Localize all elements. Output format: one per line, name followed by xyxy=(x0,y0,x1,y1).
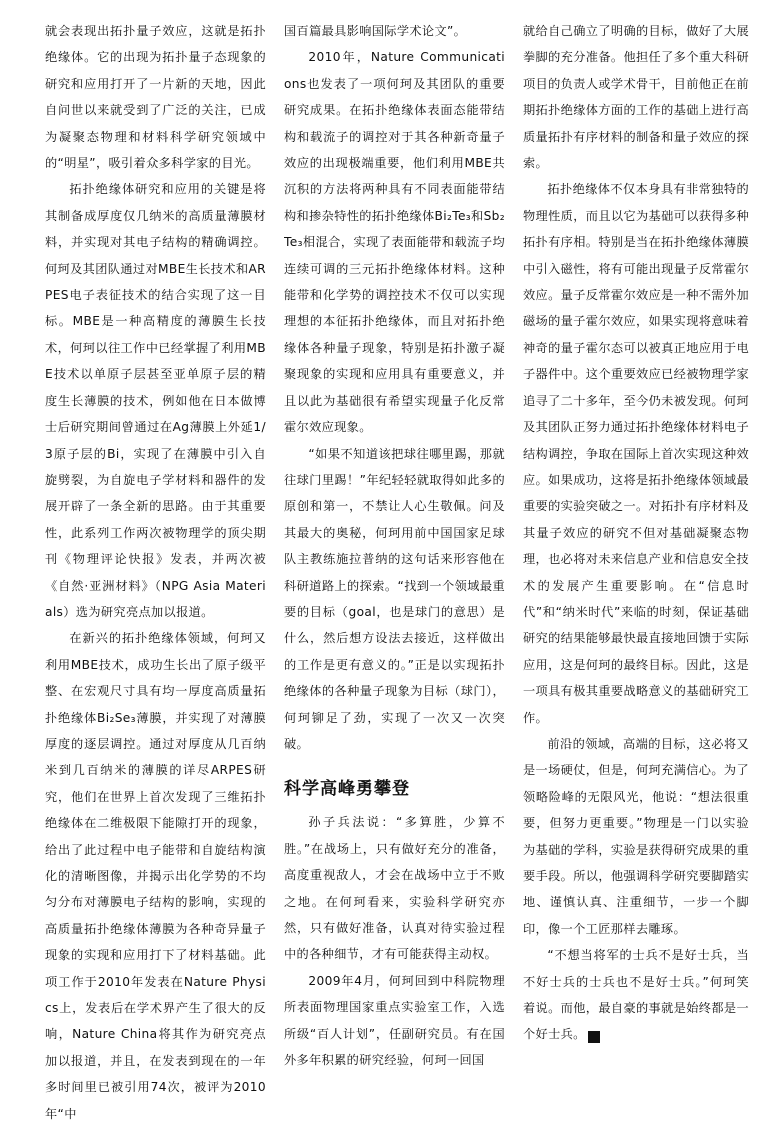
paragraph: 国百篇最具影响国际学术论文”。 xyxy=(284,24,467,38)
paragraph: 就给自己确立了明确的目标，做好了大展拳脚的充分准备。他担任了多个重大科研项目的负责人或学术骨干，目前他正在前期拓扑绝缘体方面的工作的基础上进行高质量拓扑有序材料的制备和量子效应的探索。 xyxy=(523,24,749,171)
paragraph: 2010年，Nature Communications也发表了一项何珂及其团队的重要研究成果。在拓扑绝缘体表面态能带结构和载流子的调控对于其各种新奇量子效应的出现极端重要，他们利用MBE共沉积的方法将两种具有不同表面能带结构和掺杂特性的拓扑绝缘体Bi₂Te₃和Sb₂Te₃相混合，实现了表面能带和载流子均连续可调的三元拓扑绝缘体材料。这种能带和化学势的调控技术不仅可以实现理想的本征拓扑绝缘体，而且对拓扑绝缘体各种量子现象，特别是拓扑激子凝聚现象的实现和应用具有重要意义，并且以此为基础很有希望实现量子化反常霍尔效应现象。 xyxy=(284,50,505,435)
section-heading: 科学高峰勇攀登 xyxy=(284,779,410,800)
paragraph: 2009年4月，何珂回到中科院物理所表面物理国家重点实验室工作，入选所级“百人计划”，任副研究员。有在国外多年积累的研究经验，何珂一回国 xyxy=(284,973,505,1068)
paragraph: 拓扑绝缘体不仅本身具有非常独特的物理性质，而且以它为基础可以获得多种拓扑有序相。特别是当在拓扑绝缘体薄膜中引入磁性，将有可能出现量子反常霍尔效应。量子反常霍尔效应是一种不需外加磁场的量子霍尔效应，如果实现将意味着神奇的量子霍尔态可以被真正地应用于电子器件中。这个重要效应已经被物理学家追寻了二十多年，至今仍未被发现。何珂及其团队正努力通过拓扑绝缘体材料电子结构调控，争取在国际上首次实现这种效应。如果成功，这将是拓扑绝缘体领域最重要的实验突破之一。对拓扑有序材料及其量子效应的研究不但对基础凝聚态物理，也必将对未来信息产业和信息安全技术的发展产生重要影响。在“信息时代”和“纳米时代”来临的时刻，保证基础研究的结果能够最快最直接地回馈于实际应用，这是何珂的最终目标。因此，这是一项具有极其重要战略意义的基础研究工作。 xyxy=(523,182,749,725)
column-1 xyxy=(45,18,266,1127)
paragraph-text: “不想当将军的士兵不是好士兵，当不好士兵的士兵也不是好士兵。”何珂笑着说。而他，最自豪的事就是始终都是一个好士兵。 xyxy=(523,948,749,1042)
paragraph: 拓扑绝缘体研究和应用的关键是将其制备成厚度仅几纳米的高质量薄膜材料，并实现对其电子结构的精确调控。何珂及其团队通过对MBE生长技术和ARPES电子表征技术的结合实现了这一目标。MBE是一种高精度的薄膜生长技术，何珂以往工作中已经掌握了利用MBE技术以单原子层甚至亚单原子层的精度生长薄膜的技术，例如他在日本做博士后研究期间曾通过在Ag薄膜上外延1/3原子层的Bi，实现了在薄膜中引入自旋劈裂，为自旋电子学材料和器件的发展开辟了一条全新的思路。由于其重要性，此系列工作两次被物理学的顶尖期刊《物理评论快报》发表，并两次被《自然·亚洲材料》（NPG Asia Materials）选为研究亮点加以报道。 xyxy=(45,182,266,619)
column-3 xyxy=(523,18,749,1127)
paragraph: 在新兴的拓扑绝缘体领域，何珂又利用MBE技术，成功生长出了原子级平整、在宏观尺寸具有均一厚度高质量拓扑绝缘体Bi₂Se₃薄膜，并实现了对薄膜厚度的逐层调控。通过对厚度从几百纳米到几百纳米的薄膜的详尽ARPES研究，他们在世界上首次发现了三维拓扑绝缘体在二维极限下能隙打开的现象，给出了此过程中电子能带和自旋结构演化的清晰图像，并揭示出化学势的不均匀分布对薄膜电子结构的影响，实现的高质量拓扑绝缘体薄膜为各种奇异量子现象的实现和应用打下了材料基础。此项工作于2010年发表在Nature Physics上，发表后在学术界产生了很大的反响，Nature China将其作为研究亮点加以报道，并且，在发表到现在的一年多时间里已被引用74次，被评为2010年“中 xyxy=(45,631,266,1121)
paragraph: “如果不知道该把球往哪里踢，那就往球门里踢！”年纪轻轻就取得如此多的原创和第一，不禁让人心生敬佩。问及其最大的奥秘，何珂用前中国国家足球队主教练施拉普纳的这句话来形容他在科研道路上的探索。“找到一个领域最重要的目标（goal，也是球门的意思）是什么，然后想方设法去接近，这样做出的工作是更有意义的。”正是以实现拓扑绝缘体的各种量子现象为目标（球门），何珂铆足了劲，实现了一次又一次突破。 xyxy=(284,446,505,751)
column-2 xyxy=(284,18,505,1127)
article-columns xyxy=(45,18,763,1127)
final-paragraph xyxy=(523,942,749,1048)
paragraph: 孙子兵法说：“多算胜，少算不胜。”在战场上，只有做好充分的准备，高度重视敌人，才会在战场中立于不败之地。在何珂看来，实验科学研究亦然，只有做好准备，认真对待实验过程中的各种细节，才有可能获得主动权。 xyxy=(284,815,505,962)
end-mark-icon: H xyxy=(588,1031,600,1043)
paragraph: 就会表现出拓扑量子效应，这就是拓扑绝缘体。它的出现为拓扑量子态现象的研究和应用打开了一片新的天地，因此自问世以来就受到了广泛的关注，已成为凝聚态物理和材料科学研究领域中的“明星”，吸引着众多科学家的目光。 xyxy=(45,24,266,171)
paragraph: 前沿的领域，高端的目标，这必将又是一场硬仗，但是，何珂充满信心。为了领略险峰的无限风光，他说：“想法很重要，但努力更重要。”物理是一门以实验为基础的学科，实验是获得研究成果的重要手段。所以，他强调科学研究要脚踏实地、谨慎认真、注重细节，一步一个脚印，像一个工匠那样去雕琢。 xyxy=(523,736,749,936)
